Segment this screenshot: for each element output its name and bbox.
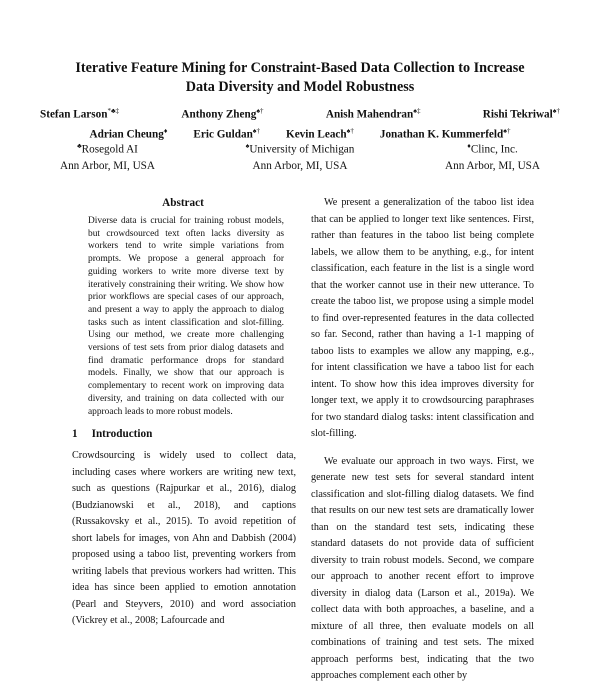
right-column	[311, 195, 534, 685]
author: Anthony Zheng♠†	[181, 107, 264, 121]
author-list	[40, 103, 560, 142]
section-title: Introduction	[91, 428, 153, 440]
affiliations	[60, 138, 540, 174]
affiliation: ♠University of Michigan Ann Arbor, MI, USA	[245, 142, 355, 172]
author: Eric Guldan♠†	[193, 126, 261, 141]
body-paragraph-2: We evaluate our approach in two ways. First, we generate new test sets for several standard intent classification and slot-filling dialog datasets. We find that results on our new test sets are dramatically lower than on the standard test sets, indicating these standard datasets do not provide data of sufficient diversity to train robust models. Second, we compare our approach to another recent effort to improve diversity in dialog data (Larson et al., 2019a). We collect data with both approaches, a baseline, and a mixture of all three, then evaluate models on all combinations of training and test sets. The mixed approach performs best, indicating that the two approaches complement each other by	[311, 455, 534, 681]
abstract-body	[88, 215, 284, 418]
author: Anish Mahendran♠‡	[325, 107, 421, 121]
author: Jonathan K. Kummerfeld♠†	[379, 126, 511, 141]
author-row-1	[40, 103, 560, 123]
title-line-1: Iterative Feature Mining for Constraint-Based Data Collection to Increase	[75, 60, 525, 76]
author: Kevin Leach♠†	[286, 126, 354, 141]
author: Stefan Larson*♣‡	[40, 107, 120, 121]
section-number: 1	[72, 428, 78, 440]
abstract-text: Diverse data is crucial for training robust models, but crowdsourced text often lacks diversity as workers tend to write simple variations from prompts. We propose a general approach for guiding workers to write more diverse text by iteratively constraining their writing. We show how prior workflows are special cases of our approach, and present a way to apply the approach to dialog tasks such as intent classification and slot-filling. Using our method, we create more challenging versions of test sets from prior dialog datasets and find dramatic performance drops for standard models. Finally, we show that our approach is complementary to recent work on improving data diversity, and training on data collected with our approach leads to more robust models.	[88, 216, 284, 417]
section-heading	[72, 428, 152, 440]
author: Adrian Cheung♦	[89, 126, 168, 141]
title-line-2: Data Diversity and Model Robustness	[185, 79, 415, 95]
body-paragraph-1: We present a generalization of the taboo list idea that can be applied to longer text like sentences. First, rather than features in the taboo list being complete labels, we allow them to be anything, e.g., for intent classification, each feature in the list is a single word that the worker cannot use in their new utterance. To create the taboo list, we propose using a simple model to find over-represented features in the data collected so far. Second, rather than having a 1-1 mapping of taboo lists to examples we allow any mapping, e.g., for intent classification we have a taboo list for each intent. To show how this idea improves diversity for longer text, we apply it to crowdsourcing paraphrases for two standard dialog tasks: intent classification and slot-filling.	[311, 197, 534, 439]
affiliation: ♦Clinc, Inc. Ann Arbor, MI, USA	[445, 142, 540, 172]
affiliation: ♣Rosegold AI Ann Arbor, MI, USA	[60, 142, 155, 172]
abstract-heading: Abstract	[162, 197, 204, 209]
intro-paragraph: Crowdsourcing is widely used to collect data, including cases where workers are writing new text, such as questions (Rajpurkar et al., 2016), dialog (Budzianowski et al., 2018), and captions (Russakovsky et al., 2015). To avoid repetition of short labels for images, von Ahn and Dabbish (2004) proposed using a taboo list, preventing workers from writing labels that previous workers had written. This idea has since been applied to emotion annotation (Pearl and Steyvers, 2010) and word association (Vickrey et al., 2008; Lafourcade and	[72, 450, 296, 626]
paper-title	[40, 59, 560, 97]
intro-column	[72, 448, 296, 630]
author: Rishi Tekriwal♠†	[482, 107, 560, 121]
